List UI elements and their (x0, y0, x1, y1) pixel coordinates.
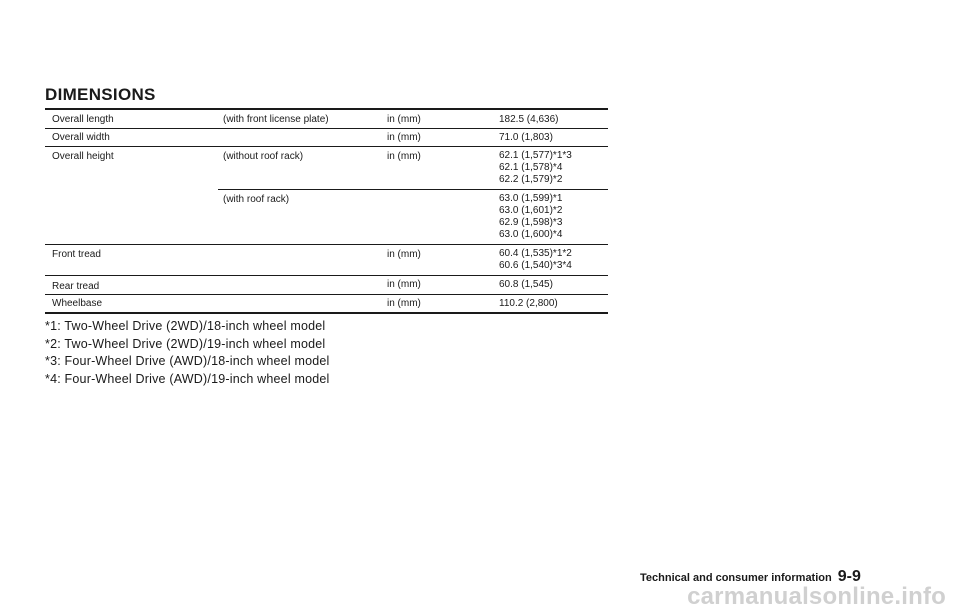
row-condition: (with front license plate) (223, 114, 329, 125)
row-value: 60.4 (1,535)*1*2 (499, 248, 572, 259)
row-value: 62.1 (1,578)*4 (499, 162, 563, 173)
row-unit: in (mm) (387, 298, 421, 309)
dimensions-table (45, 108, 608, 314)
footnote: *4: Four-Wheel Drive (AWD)/19-inch wheel model (45, 371, 330, 386)
row-value: 62.1 (1,577)*1*3 (499, 150, 572, 161)
table-row (45, 275, 608, 294)
row-value: 60.8 (1,545) (499, 279, 553, 290)
page-number: 9-9 (837, 568, 861, 585)
row-value: 60.6 (1,540)*3*4 (499, 260, 572, 271)
row-values (499, 193, 562, 241)
row-values (499, 150, 572, 186)
row-value: 71.0 (1,803) (499, 132, 553, 143)
row-value: 63.0 (1,601)*2 (499, 205, 563, 216)
table-row (45, 128, 608, 146)
row-label: Overall width (52, 132, 110, 143)
row-values (499, 132, 553, 144)
row-value: 182.5 (4,636) (499, 114, 559, 125)
row-label: Front tread (52, 249, 101, 260)
table-row (45, 294, 608, 312)
table-subrow (218, 189, 608, 244)
footnotes (45, 318, 330, 388)
footnote: *3: Four-Wheel Drive (AWD)/18-inch wheel model (45, 354, 330, 368)
row-unit: in (mm) (387, 249, 421, 260)
row-unit: in (mm) (387, 132, 421, 143)
footer-section-label: Technical and consumer information (640, 572, 832, 584)
row-label: Wheelbase (52, 298, 103, 309)
row-unit: in (mm) (387, 114, 421, 125)
row-label: Overall length (52, 114, 114, 125)
row-values (499, 279, 553, 291)
row-value: 62.2 (1,579)*2 (499, 174, 563, 185)
row-values (499, 114, 559, 126)
row-unit: in (mm) (387, 151, 421, 162)
row-unit: in (mm) (387, 279, 421, 290)
row-value: 63.0 (1,600)*4 (499, 229, 563, 240)
table-row (45, 110, 608, 128)
row-value: 110.2 (2,800) (499, 298, 558, 309)
row-label: Rear tread (52, 281, 100, 292)
row-value: 62.9 (1,598)*3 (499, 217, 563, 228)
watermark: carmanualsonline.info (687, 583, 946, 610)
row-condition: (without roof rack) (223, 151, 304, 162)
footnote: *1: Two-Wheel Drive (2WD)/18-inch wheel model (45, 319, 326, 333)
row-values (499, 298, 558, 310)
row-value: 63.0 (1,599)*1 (499, 193, 563, 204)
row-condition: (with roof rack) (223, 194, 290, 205)
table-row (45, 244, 608, 275)
page-title: DIMENSIONS (45, 85, 156, 104)
table-row (45, 146, 608, 189)
row-values (499, 248, 572, 272)
footnote: *2: Two-Wheel Drive (2WD)/19-inch wheel model (45, 336, 326, 351)
row-label: Overall height (52, 151, 114, 162)
